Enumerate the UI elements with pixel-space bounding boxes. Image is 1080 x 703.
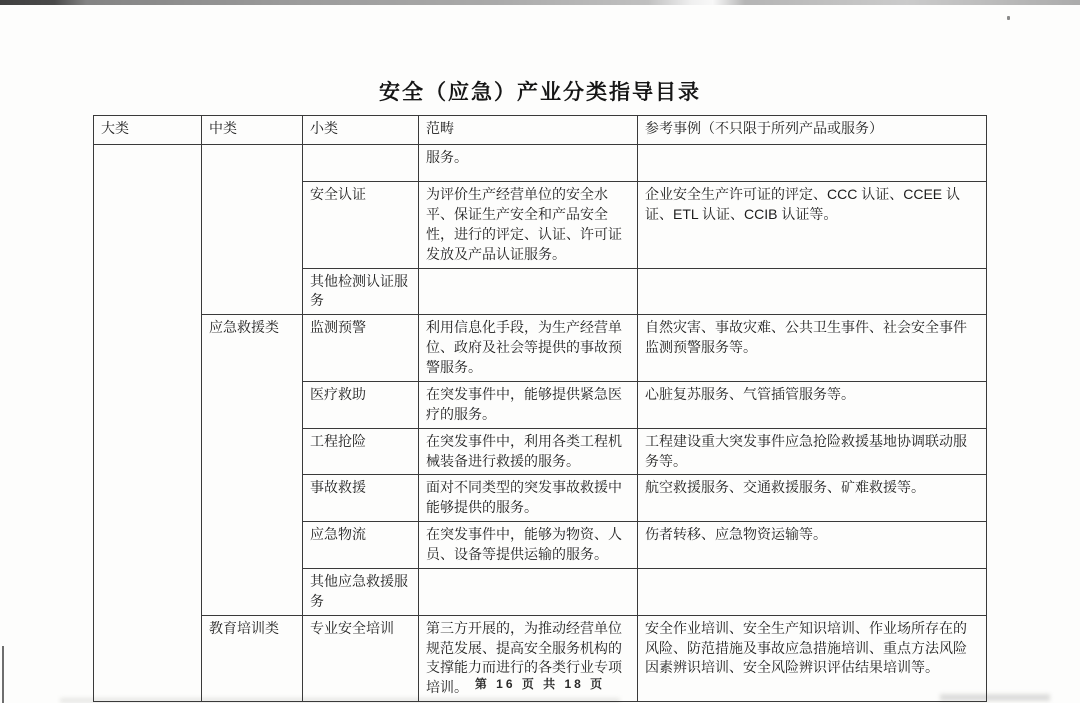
zhonglei-cell xyxy=(202,145,303,315)
xiaolei-cell: 其他检测认证服务 xyxy=(303,268,419,315)
fanchou-cell xyxy=(419,568,638,615)
examples-cell xyxy=(638,145,987,182)
xiaolei-cell: 其他应急救援服务 xyxy=(303,568,419,615)
column-header-fanchou: 范畴 xyxy=(419,116,638,145)
examples-cell: 自然灾害、事故灾难、公共卫生事件、社会安全事件监测预警服务等。 xyxy=(638,315,987,382)
zhonglei-cell: 教育培训类 xyxy=(202,615,303,702)
examples-cell: 航空救援服务、交通救援服务、矿难救援等。 xyxy=(638,475,987,522)
examples-cell: 工程建设重大突发事件应急抢险救援基地协调联动服务等。 xyxy=(638,428,987,475)
fanchou-cell: 第三方开展的，为推动经营单位规范发展、提高安全服务机构的支撑能力而进行的各类行业专项培训。 xyxy=(419,615,638,702)
column-header-daclass: 大类 xyxy=(94,116,202,145)
xiaolei-cell: 安全认证 xyxy=(303,182,419,269)
xiaolei-cell: 专业安全培训 xyxy=(303,615,419,702)
examples-cell xyxy=(638,568,987,615)
examples-cell: 安全作业培训、安全生产知识培训、作业场所存在的风险、防范措施及事故应急措施培训、重点方法风险因素辨识培训、安全风险辨识评估结果培训等。 xyxy=(638,615,987,702)
xiaolei-cell: 工程抢险 xyxy=(303,428,419,475)
classification-table xyxy=(93,115,987,702)
xiaolei-cell xyxy=(303,145,419,182)
scan-edge-top-artifact xyxy=(0,0,1080,5)
xiaolei-cell: 监测预警 xyxy=(303,315,419,382)
classification-table-container xyxy=(93,115,986,702)
fanchou-cell: 服务。 xyxy=(419,145,638,182)
column-header-xiaolei: 小类 xyxy=(303,116,419,145)
page-title: 安全（应急）产业分类指导目录 xyxy=(379,81,701,104)
fanchou-cell: 在突发事件中，能够提供紧急医疗的服务。 xyxy=(419,381,638,428)
fanchou-cell: 在突发事件中，能够为物资、人员、设备等提供运输的服务。 xyxy=(419,522,638,569)
zhonglei-cell: 应急救援类 xyxy=(202,315,303,615)
page-number: 第 16 页 共 18 页 xyxy=(474,677,606,691)
examples-cell: 企业安全生产许可证的评定、CCC 认证、CCEE 认证、ETL 认证、CCIB 认证等。 xyxy=(638,182,987,269)
column-header-examples: 参考事例（不只限于所列产品或服务） xyxy=(638,116,987,145)
examples-cell: 伤者转移、应急物资运输等。 xyxy=(638,522,987,569)
table-row xyxy=(94,315,987,382)
examples-cell: 心脏复苏服务、气管插管服务等。 xyxy=(638,381,987,428)
fanchou-cell: 面对不同类型的突发事故救援中能够提供的服务。 xyxy=(419,475,638,522)
header-row xyxy=(94,116,987,145)
table-row xyxy=(94,145,987,182)
fanchou-cell xyxy=(419,268,638,315)
examples-cell xyxy=(638,268,987,315)
column-header-zhonglei: 中类 xyxy=(202,116,303,145)
fanchou-cell: 在突发事件中，利用各类工程机械装备进行救援的服务。 xyxy=(419,428,638,475)
fanchou-cell: 利用信息化手段，为生产经营单位、政府及社会等提供的事故预警服务。 xyxy=(419,315,638,382)
xiaolei-cell: 应急物流 xyxy=(303,522,419,569)
xiaolei-cell: 事故救援 xyxy=(303,475,419,522)
xiaolei-cell: 医疗救助 xyxy=(303,381,419,428)
daclass-cell xyxy=(94,145,202,702)
fanchou-cell: 为评价生产经营单位的安全水平、保证生产安全和产品安全性，进行的评定、认证、许可证发放及产品认证服务。 xyxy=(419,182,638,269)
scan-speck-artifact xyxy=(1007,16,1010,20)
